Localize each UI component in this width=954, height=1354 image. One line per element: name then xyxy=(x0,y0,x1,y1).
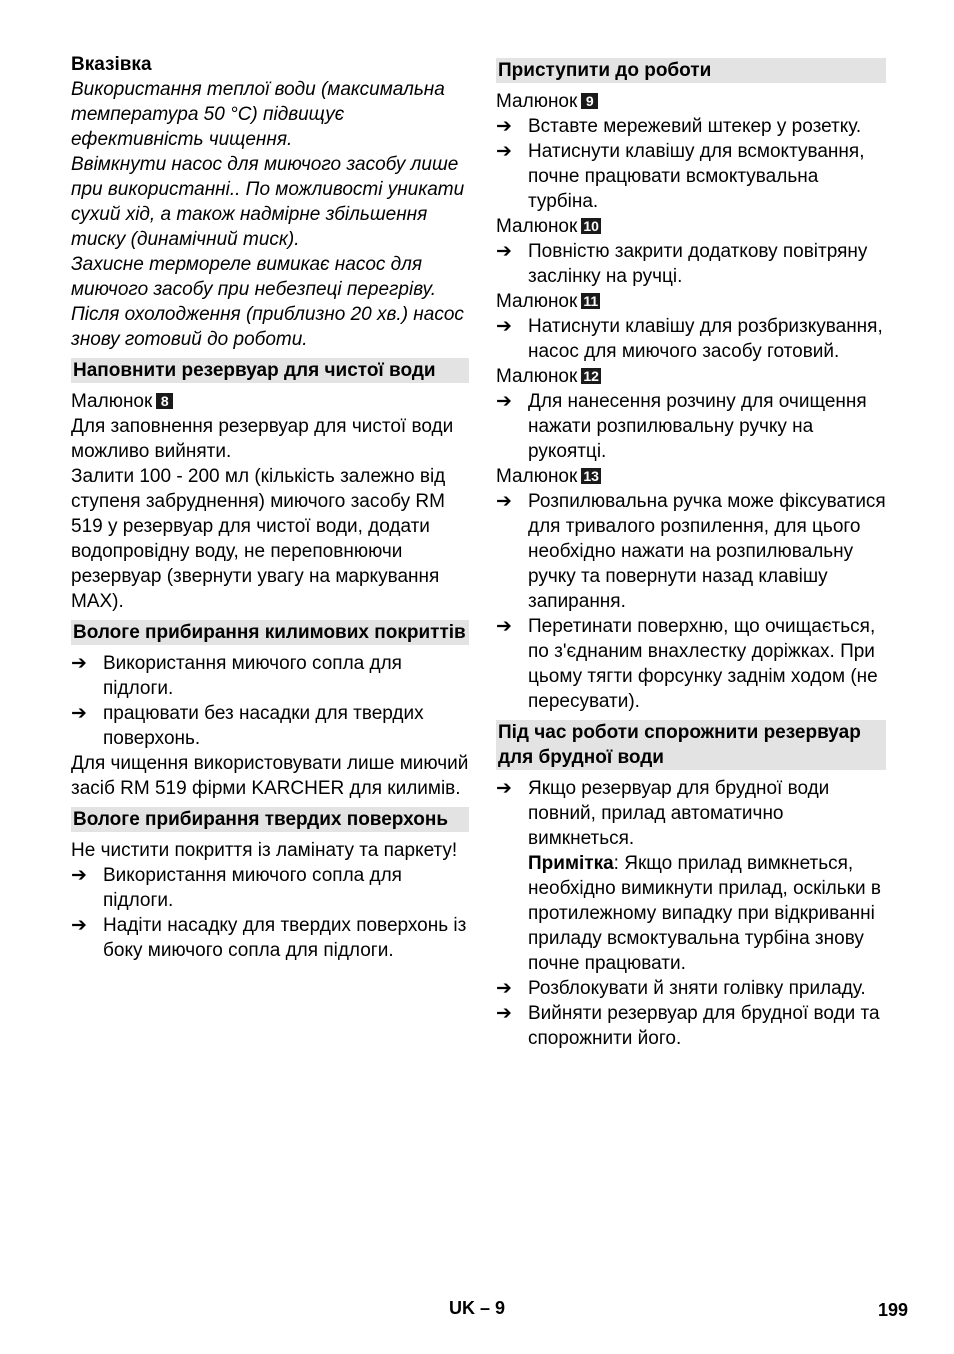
figure-ref xyxy=(496,89,886,114)
bullet-item xyxy=(496,1001,886,1051)
bullet-item xyxy=(496,114,886,139)
paragraph: Для чищення використовувати лише миючий засіб RM 519 фірми KARCHER для килимів. xyxy=(71,753,469,799)
section-heading: Вологе прибирання килимових покриттів xyxy=(71,620,469,645)
bullet-text: працювати без насадки для твердих поверхонь. xyxy=(103,703,424,749)
page-number: 199 xyxy=(878,1300,909,1320)
figure-number: 13 xyxy=(583,468,599,484)
arrow-right-icon: ➔ xyxy=(496,391,512,412)
bullet-item xyxy=(71,913,469,963)
note-label: Примітка xyxy=(528,853,614,874)
figure-number: 8 xyxy=(156,393,173,409)
note-text: : Якщо прилад вимкнеться, необхідно вимикнути прилад, оскільки в протилежному випадку при відкриванні приладу всмоктувальна турбіна знову почне працювати. xyxy=(528,853,881,974)
note-paragraph: Використання теплої води (максимальна температура 50 °C) підвищує ефективність чищення. xyxy=(71,79,445,150)
bullet-text: Для нанесення розчину для очищення нажати розпилювальну ручку на рукоятці. xyxy=(528,391,867,462)
footer-section-label: UK – 9 xyxy=(449,1298,506,1318)
figure-label: Малюнок xyxy=(496,366,578,387)
bullet-item xyxy=(496,489,886,614)
bullet-text: Якщо резервуар для брудної води повний, прилад автоматично вимкнеться. xyxy=(528,778,830,849)
bullet-text: Розпилювальна ручка може фіксуватися для тривалого розпилення, для цього необхідно нажати на розпилювальну ручку та повернути назад клавішу запирання. xyxy=(528,491,886,612)
right-column xyxy=(496,52,886,1051)
note-title: Вказівка xyxy=(71,54,152,75)
bullet-item xyxy=(496,976,886,1001)
bullet-item xyxy=(71,863,469,913)
bullet-item xyxy=(496,239,886,289)
section-heading: Вологе прибирання твердих поверхонь xyxy=(71,807,469,832)
section-heading: Під час роботи спорожнити резервуар для брудної води xyxy=(496,720,886,770)
arrow-right-icon: ➔ xyxy=(71,703,87,724)
figure-label: Малюнок xyxy=(496,291,578,312)
bullet-item xyxy=(496,389,886,464)
arrow-right-icon: ➔ xyxy=(496,141,512,162)
bullet-text: Надіти насадку для твердих поверхонь із боку миючого сопла для підлоги. xyxy=(103,915,467,961)
figure-ref xyxy=(71,389,469,414)
arrow-right-icon: ➔ xyxy=(496,491,512,512)
bullet-text: Вставте мережевий штекер у розетку. xyxy=(528,116,862,137)
arrow-right-icon: ➔ xyxy=(496,1003,512,1024)
figure-ref xyxy=(496,364,886,389)
arrow-right-icon: ➔ xyxy=(496,116,512,137)
bullet-item xyxy=(71,701,469,751)
arrow-right-icon: ➔ xyxy=(496,316,512,337)
arrow-right-icon: ➔ xyxy=(71,915,87,936)
note-paragraph: Ввімкнути насос для миючого засобу лише при використанні.. По можливості уникати сухий хід, а також надмірне збільшення тиску (динамічний тиск). xyxy=(71,154,465,250)
paragraph: Для заповнення резервуар для чистої води можливо вийняти. xyxy=(71,416,454,462)
bullet-item xyxy=(496,139,886,214)
arrow-right-icon: ➔ xyxy=(71,653,87,674)
figure-number: 12 xyxy=(583,368,599,384)
arrow-right-icon: ➔ xyxy=(496,978,512,999)
bullet-text: Вийняти резервуар для брудної води та спорожнити його. xyxy=(528,1003,880,1049)
arrow-right-icon: ➔ xyxy=(71,865,87,886)
bullet-text: Використання миючого сопла для підлоги. xyxy=(103,865,402,911)
bullet-text: Розблокувати й зняти голівку приладу. xyxy=(528,978,866,999)
figure-label: Малюнок xyxy=(71,391,153,412)
bullet-note xyxy=(528,851,886,976)
figure-number: 9 xyxy=(581,93,598,109)
figure-ref xyxy=(496,214,886,239)
section-heading: Наповнити резервуар для чистої води xyxy=(71,358,469,383)
note-paragraph: Захисне термореле вимикає насос для миючого засобу при небезпеці перегріву. Після охолодження (приблизно 20 хв.) насос знову готовий до роботи. xyxy=(71,254,464,350)
bullet-text: Натиснути клавішу для всмоктування, почне працювати всмоктувальна турбіна. xyxy=(528,141,865,212)
bullet-text: Натиснути клавішу для розбризкування, насос для миючого засобу готовий. xyxy=(528,316,883,362)
bullet-text: Використання миючого сопла для підлоги. xyxy=(103,653,402,699)
figure-label: Малюнок xyxy=(496,466,578,487)
figure-number: 11 xyxy=(583,293,599,309)
figure-ref xyxy=(496,464,886,489)
arrow-right-icon: ➔ xyxy=(496,241,512,262)
figure-number: 10 xyxy=(583,218,599,234)
figure-ref xyxy=(496,289,886,314)
bullet-item xyxy=(496,314,886,364)
paragraph: Не чистити покриття із ламінату та паркету! xyxy=(71,840,458,861)
bullet-item xyxy=(496,614,886,714)
arrow-right-icon: ➔ xyxy=(496,616,512,637)
left-column xyxy=(71,52,469,963)
section-heading: Приступити до роботи xyxy=(496,58,886,83)
bullet-item xyxy=(496,776,886,976)
bullet-item xyxy=(71,651,469,701)
paragraph: Залити 100 - 200 мл (кількість залежно від ступеня забруднення) миючого засобу RM 519 у резервуар для чистої води, додати водопровідну воду, не переповнюючи резервуар (звернути увагу на маркування MAX). xyxy=(71,466,446,612)
arrow-right-icon: ➔ xyxy=(496,778,512,799)
figure-label: Малюнок xyxy=(496,91,578,112)
bullet-text: Повністю закрити додаткову повітряну заслінку на ручці. xyxy=(528,241,868,287)
figure-label: Малюнок xyxy=(496,216,578,237)
bullet-text: Перетинати поверхню, що очищається, по з'єднаним внахлестку доріжках. При цьому тягти форсунку заднім ходом (не пересувати). xyxy=(528,616,878,712)
